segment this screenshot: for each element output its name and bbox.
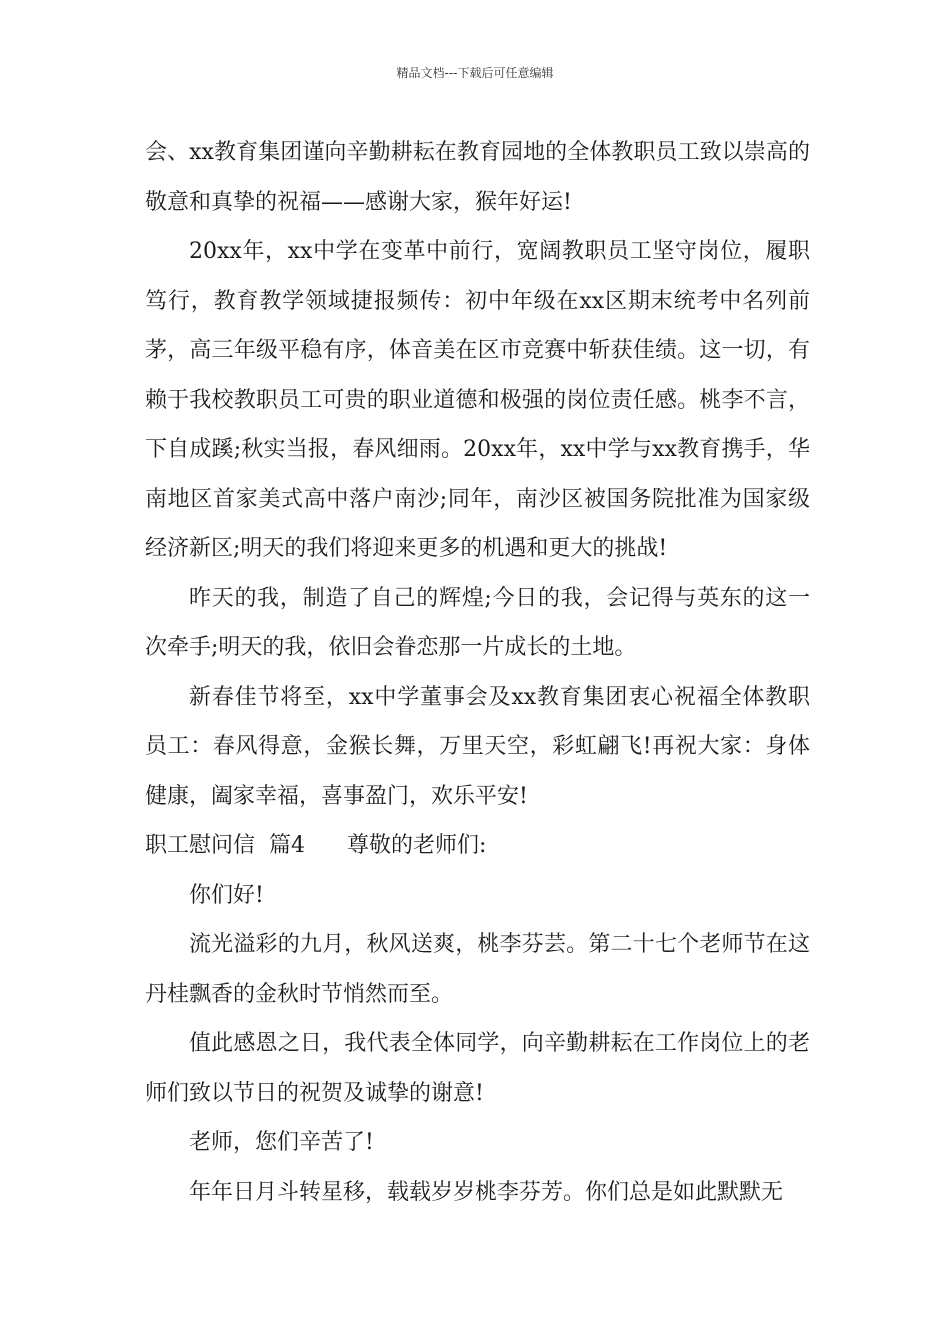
paragraph: 年年日月斗转星移，载载岁岁桃李芬芳。你们总是如此默默无 xyxy=(189,1179,784,1205)
page-header: 精品文档---下载后可任意编辑 xyxy=(396,66,554,80)
paragraph: 会、xx教育集团谨向辛勤耕耘在教育园地的全体教职员工致以崇高的敬意和真挚的祝福——感谢大家，猴年好运! xyxy=(145,140,810,215)
paragraph: 昨天的我，制造了自己的辉煌;今日的我，会记得与英东的这一次牵手;明天的我，依旧会眷恋那一片成长的土地。 xyxy=(145,585,810,660)
paragraph: 流光溢彩的九月，秋风送爽，桃李芬芸。第二十七个老师节在这丹桂飘香的金秋时节悄然而至。 xyxy=(145,932,810,1007)
paragraph: 老师，您们辛苦了! xyxy=(189,1130,374,1155)
paragraph: 新春佳节将至，xx中学董事会及xx教育集团衷心祝福全体教职员工：春风得意，金猴长舞，万里天空，彩虹翩飞!再祝大家：身体健康，阖家幸福，喜事盈门，欢乐平安! xyxy=(145,684,810,809)
section-heading: 职工慰问信 篇4 尊敬的老师们: xyxy=(145,833,487,858)
paragraph: 你们好! xyxy=(189,882,264,908)
paragraph: 20xx年，xx中学在变革中前行，宽阔教职员工坚守岗位，履职笃行，教育教学领域捷报频传：初中年级在xx区期末统考中名列前茅，高三年级平稳有序，体音美在区市竞赛中斩获佳绩。这一切，有赖于我校教职员工可贵的职业道德和极强的岗位责任感。桃李不言，下自成蹊;秋实当报，春风细雨。20xx年，xx中学与xx教育携手，华南地区首家美式高中落户南沙;同年，南沙区被国务院批准为国家级经济新区;明天的我们将迎来更多的机遇和更大的挑战! xyxy=(145,239,810,561)
document-body xyxy=(145,128,810,1217)
paragraph: 值此感恩之日，我代表全体同学，向辛勤耕耘在工作岗位上的老师们致以节日的祝贺及诚挚的谢意! xyxy=(145,1031,810,1106)
